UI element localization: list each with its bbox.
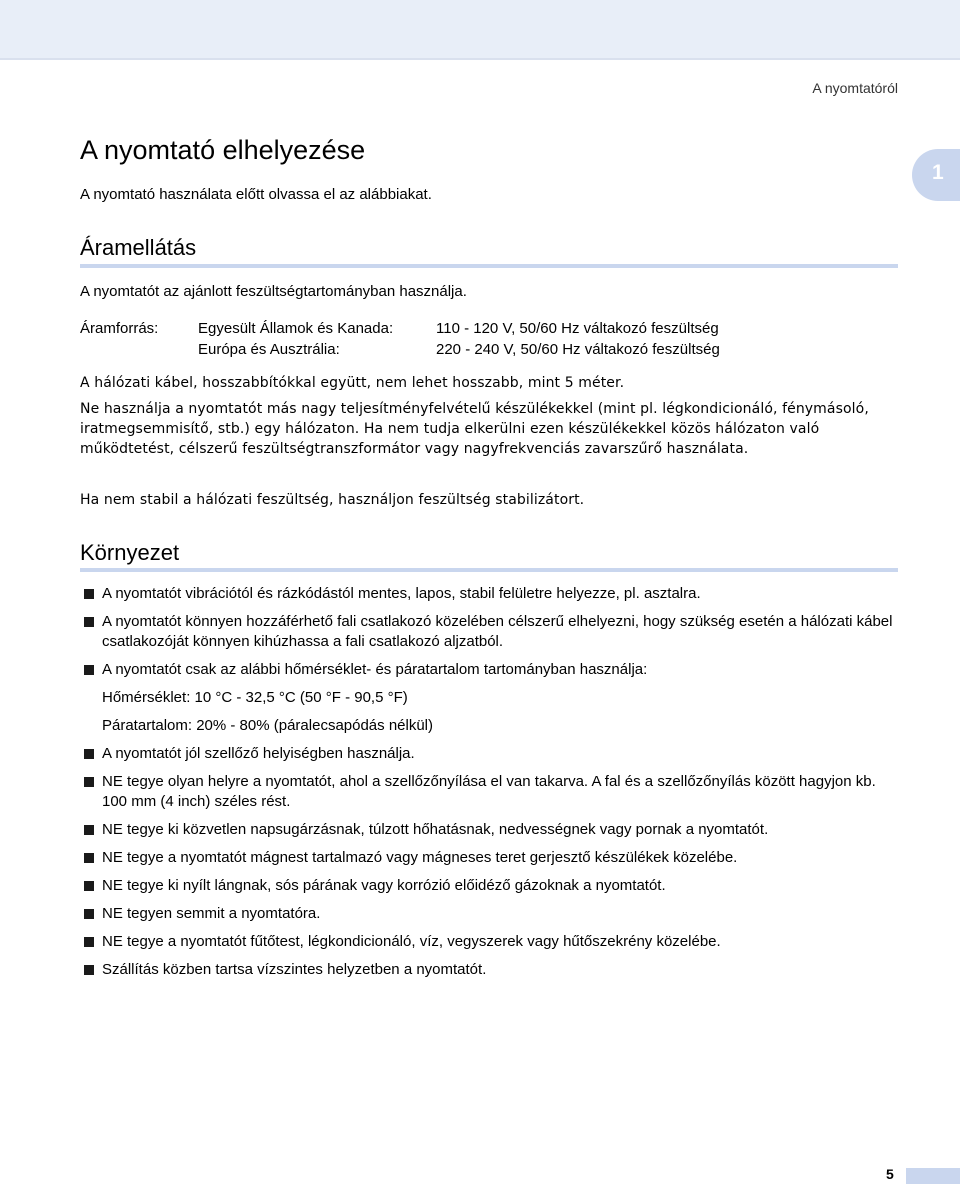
power-lead: A nyomtatót az ajánlott feszültségtartományban használja. (80, 283, 467, 300)
bullet-square-icon (84, 617, 94, 627)
top-header-band (0, 0, 960, 60)
power-region: Európa és Ausztrália: (198, 341, 340, 358)
section-rule (80, 568, 898, 572)
bullet-square-icon (84, 965, 94, 975)
section-rule (80, 264, 898, 268)
list-item: A nyomtatót csak az alábbi hőmérséklet- és páratartalom tartományban használja: (80, 660, 900, 680)
bullet-square-icon (84, 777, 94, 787)
list-item: NE tegye ki közvetlen napsugárzásnak, túlzott hőhatásnak, nedvességnek vagy pornak a nyomtatót. (80, 820, 900, 840)
list-item: NE tegyen semmit a nyomtatóra. (80, 904, 900, 924)
list-item: Szállítás közben tartsa vízszintes helyzetben a nyomtatót. (80, 960, 900, 980)
running-title: A nyomtatóról (812, 80, 898, 96)
power-value: 110 - 120 V, 50/60 Hz váltakozó feszültség (436, 320, 719, 337)
chapter-number: 1 (932, 161, 944, 184)
list-item: NE tegye a nyomtatót mágnest tartalmazó vagy mágneses teret gerjesztő készülékek közelébe. (80, 848, 900, 868)
list-item: NE tegye ki nyílt lángnak, sós párának vagy korrózió előidéző gázoknak a nyomtatót. (80, 876, 900, 896)
bullet-square-icon (84, 909, 94, 919)
power-value: 220 - 240 V, 50/60 Hz váltakozó feszültség (436, 341, 720, 358)
power-label: Áramforrás: (80, 320, 159, 337)
page-number: 5 (886, 1166, 894, 1182)
bullet-square-icon (84, 589, 94, 599)
power-row (80, 318, 900, 339)
power-row (80, 339, 900, 360)
page-title: A nyomtató elhelyezése (80, 135, 366, 165)
humidity-range: Páratartalom: 20% - 80% (páralecsapódás nélkül) (102, 717, 434, 734)
intro-text: A nyomtató használata előtt olvassa el az alábbiakat. (80, 186, 432, 203)
list-item: A nyomtatót vibrációtól és rázkódástól mentes, lapos, stabil felületre helyezze, pl. asztalra. (80, 584, 900, 604)
list-item: NE tegye olyan helyre a nyomtatót, ahol a szellőzőnyílása el van takarva. A fal és a szellőzőnyílás között hagyjon kb. 100 mm (4 inch) széles rést. (80, 772, 900, 812)
section-heading-environment: Környezet (80, 540, 180, 565)
chapter-tab (912, 149, 960, 201)
power-spec-table (80, 318, 900, 360)
page-number-bar (906, 1168, 960, 1184)
power-paragraph: A hálózati kábel, hosszabbítókkal együtt, nem lehet hosszabb, mint 5 méter. (80, 375, 625, 391)
list-item: NE tegye a nyomtatót fűtőtest, légkondicionáló, víz, vegyszerek vagy hűtőszekrény közelébe. (80, 932, 900, 952)
bullet-square-icon (84, 881, 94, 891)
bullet-square-icon (84, 749, 94, 759)
environment-list (80, 584, 900, 988)
bullet-square-icon (84, 853, 94, 863)
power-paragraph: Ha nem stabil a hálózati feszültség, használjon feszültség stabilizátort. (80, 492, 585, 508)
section-heading-power: Áramellátás (80, 235, 197, 260)
list-item: A nyomtatót könnyen hozzáférhető fali csatlakozó közelében célszerű elhelyezni, hogy szükség esetén a hálózati kábel csatlakozóját könnyen kihúzhassa a fali csatlakozó aljzatból. (80, 612, 900, 652)
temperature-range: Hőmérséklet: 10 °C - 32,5 °C (50 °F - 90,5 °F) (102, 689, 408, 706)
power-region: Egyesült Államok és Kanada: (198, 320, 394, 337)
bullet-square-icon (84, 937, 94, 947)
bullet-square-icon (84, 665, 94, 675)
list-item: A nyomtatót jól szellőző helyiségben használja. (80, 744, 900, 764)
bullet-square-icon (84, 825, 94, 835)
power-paragraph: Ne használja a nyomtatót más nagy teljesítményfelvételű készülékekkel (mint pl. légkondicionáló, fénymásoló, iratmegsemmisítő, stb.) egy hálózaton. Ha nem tudja elkerülni ezen készülékekkel közös hálózaton való működtetést, célszerű feszültségtranszformátor vagy nagyfrekvenciás zavarszűrő használata. (80, 401, 869, 457)
